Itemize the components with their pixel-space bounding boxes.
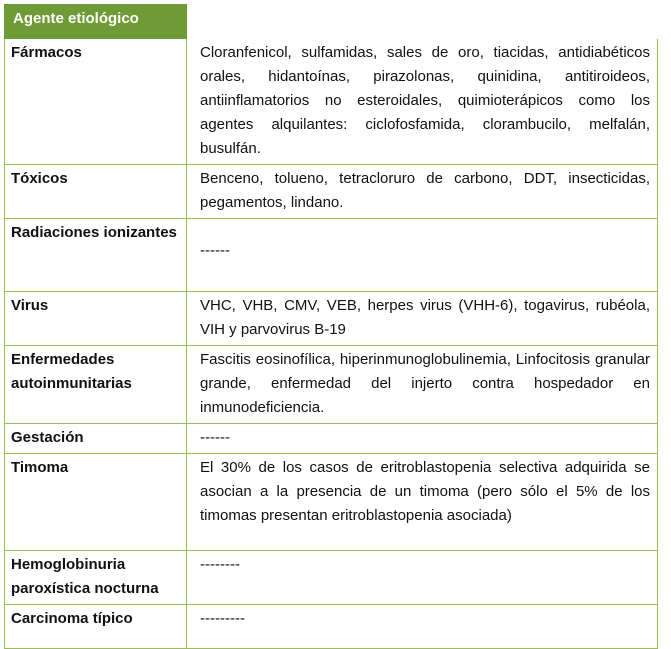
row-description-hemoglobinuria: -------- — [187, 551, 658, 605]
row-description-radiaciones — [187, 219, 658, 292]
row-description-virus: VHC, VHB, CMV, VEB, herpes virus (VHH-6), togavirus, rubéola, VIH y parvovirus B-19 — [187, 292, 658, 346]
table-row — [5, 219, 658, 292]
row-label-timoma: Timoma — [5, 454, 187, 551]
row-description-gestacion: ------ — [187, 424, 658, 454]
row-description-enfermedades: Fascitis eosinofílica, hiperinmunoglobulinemia, Linfocitosis granular grande, enfermedad del injerto contra hospedador en inmunodeficiencia. — [187, 346, 658, 424]
header-empty-cell — [187, 5, 658, 39]
row-label-gestacion: Gestación — [5, 424, 187, 454]
row-description-toxicos: Benceno, tolueno, tetracloruro de carbono, DDT, insecticidas, pegamentos, lindano. — [187, 165, 658, 219]
table-row — [5, 605, 658, 649]
table-row — [5, 165, 658, 219]
row-description-timoma: El 30% de los casos de eritroblastopenia selectiva adquirida se asocian a la presencia de un timoma (pero sólo el 5% de los timomas presentan eritroblastopenia asociada) — [187, 454, 658, 551]
table-row — [5, 454, 658, 551]
row-label-enfermedades: Enfermedades autoinmunitarias — [5, 346, 187, 424]
table-row — [5, 346, 658, 424]
table-row — [5, 39, 658, 165]
row-label-farmacos: Fármacos — [5, 39, 187, 165]
row-label-radiaciones: Radiaciones ionizantes — [5, 219, 187, 292]
row-description-carcinoma: --------- — [187, 605, 658, 649]
table-header-row — [5, 5, 658, 39]
row-label-carcinoma: Carcinoma típico — [5, 605, 187, 649]
row-description-radiaciones-text: ------ — [200, 242, 230, 259]
header-title: Agente etiológico — [5, 5, 187, 39]
table-row — [5, 551, 658, 605]
row-label-virus: Virus — [5, 292, 187, 346]
table-row — [5, 424, 658, 454]
row-description-farmacos: Cloranfenicol, sulfamidas, sales de oro, tiacidas, antidiabéticos orales, hidantoínas, pirazolonas, quinidina, antitiroideos, antiinflamatorios no esteroidales, quimioterápicos como los agentes alquilantes: ciclofosfamida, clorambucilo, melfalán, busulfán. — [187, 39, 658, 165]
row-label-toxicos: Tóxicos — [5, 165, 187, 219]
row-label-hemoglobinuria: Hemoglobinuria paroxística nocturna — [5, 551, 187, 605]
etiology-table — [4, 4, 658, 649]
table-row — [5, 292, 658, 346]
